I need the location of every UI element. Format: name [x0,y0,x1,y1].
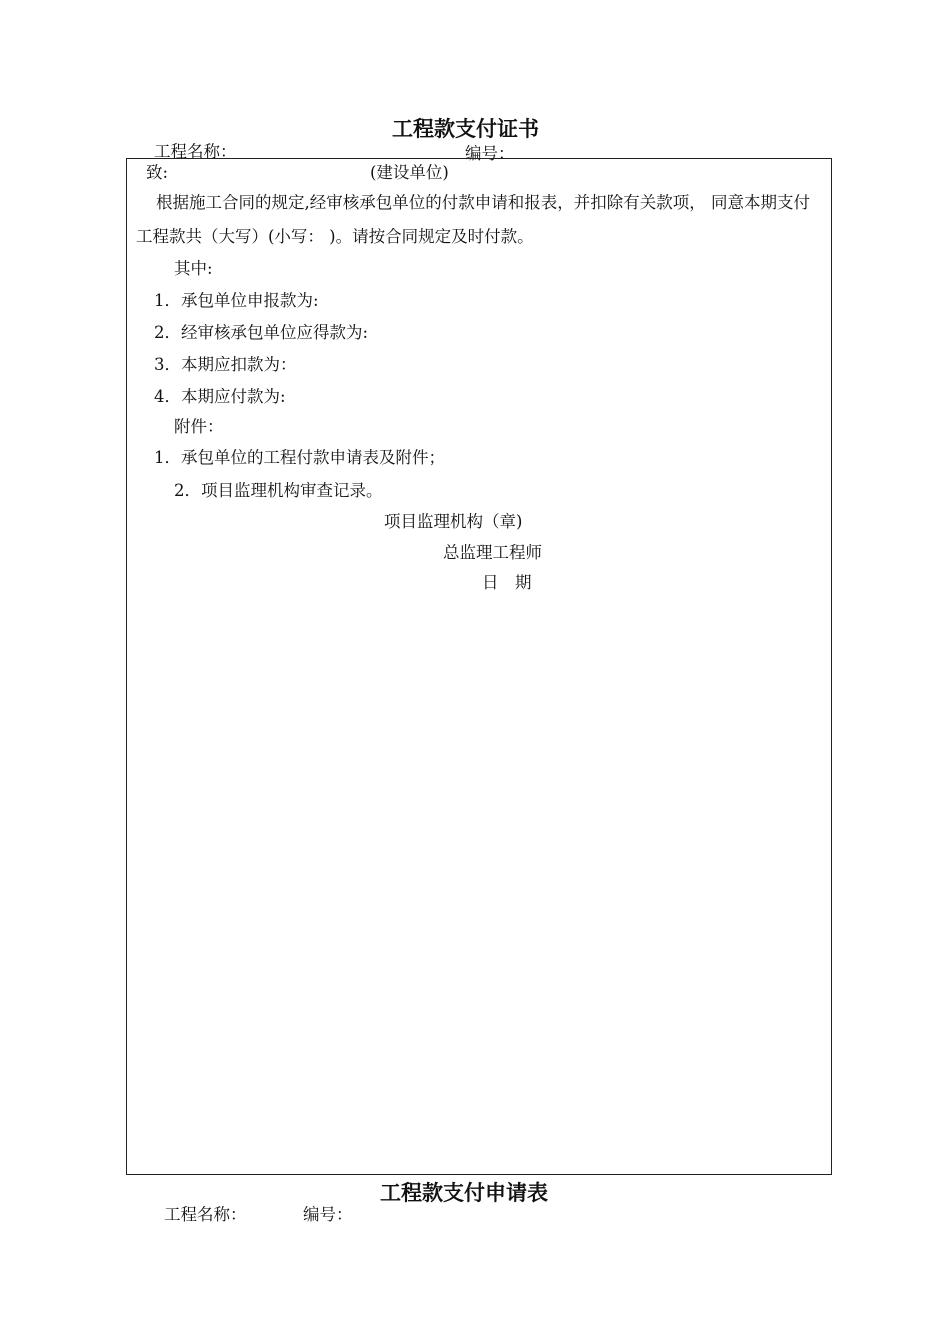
sign-org: 项目监理机构（章) [384,512,523,531]
item-1: 1．承包单位申报款为: [154,291,319,310]
certificate-title: 工程款支付证书 [392,117,539,141]
item-4: 4．本期应付款为: [154,387,286,406]
application-number-label: 编号： [303,1205,353,1224]
attachments-label: 附件： [174,417,224,436]
certificate-body-text: 根据施工合同的规定,经审核承包单位的付款申请和报表，并扣除有关款项， 同意本期支付工程款共（大写）(小写： )。请按合同规定及时付款。 [136,193,810,246]
to-label: 致: [146,163,169,182]
to-unit: (建设单位) [370,163,449,182]
project-name-label: 工程名称： [154,142,237,161]
item-2: 2．经审核承包单位应得款为: [154,323,369,342]
attachment-2: 2．项目监理机构审查记录。 [174,481,383,500]
including-label: 其中: [174,259,213,278]
item-3: 3．本期应扣款为： [154,355,297,374]
sign-date: 日 期 [482,573,532,592]
number-label: 编号： [465,144,515,163]
sign-engineer: 总监理工程师 [443,543,542,562]
application-title: 工程款支付申请表 [380,1181,548,1205]
application-project-name-label: 工程名称： [164,1205,247,1224]
attachment-1: 1．承包单位的工程付款申请表及附件； [154,448,445,467]
